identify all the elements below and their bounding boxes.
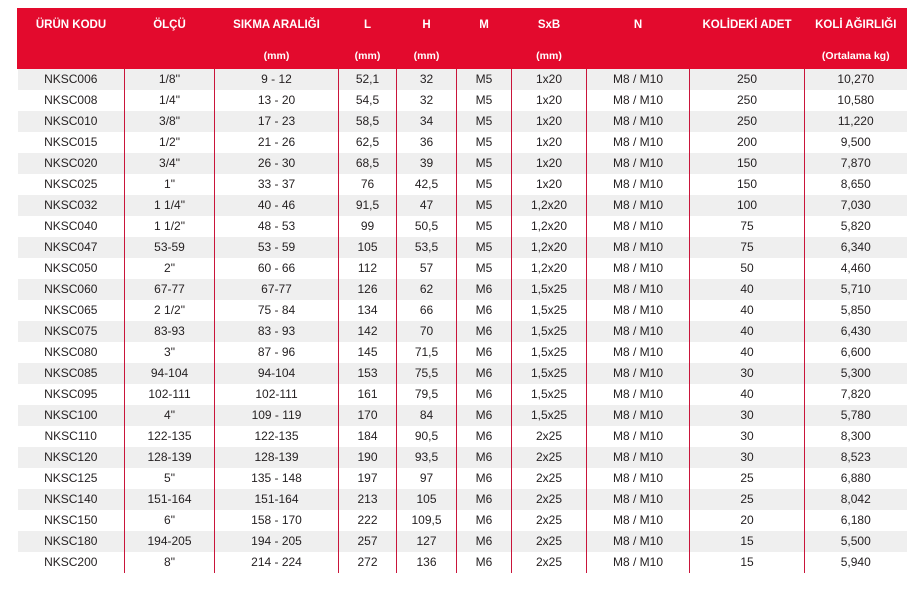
cell-col-h: 70	[397, 321, 457, 342]
cell-col-n: M8 / M10	[587, 90, 690, 111]
cell-col-product-code: NKSC065	[18, 300, 125, 321]
cell-col-sxb: 1x20	[512, 153, 587, 174]
cell-col-clamp-range: 151-164	[215, 489, 339, 510]
cell-col-box-weight: 5,780	[805, 405, 907, 426]
product-spec-table	[17, 8, 907, 573]
cell-col-size: 194-205	[125, 531, 215, 552]
cell-col-m: M6	[457, 384, 512, 405]
table-row	[18, 195, 907, 216]
cell-col-box-weight: 5,300	[805, 363, 907, 384]
table-row	[18, 90, 907, 111]
cell-col-box-weight: 5,500	[805, 531, 907, 552]
table-row	[18, 384, 907, 405]
cell-col-product-code: NKSC140	[18, 489, 125, 510]
cell-col-h: 71,5	[397, 342, 457, 363]
cell-col-n: M8 / M10	[587, 489, 690, 510]
cell-col-clamp-range: 17 - 23	[215, 111, 339, 132]
cell-col-product-code: NKSC095	[18, 384, 125, 405]
cell-col-h: 136	[397, 552, 457, 573]
cell-col-box-weight: 4,460	[805, 258, 907, 279]
cell-col-box-weight: 6,340	[805, 237, 907, 258]
cell-col-product-code: NKSC075	[18, 321, 125, 342]
cell-col-box-qty: 100	[690, 195, 805, 216]
cell-col-box-qty: 250	[690, 111, 805, 132]
cell-col-sxb: 1,5x25	[512, 363, 587, 384]
cell-col-clamp-range: 135 - 148	[215, 468, 339, 489]
cell-col-size: 6"	[125, 510, 215, 531]
header-unit-col-box-qty	[690, 42, 805, 69]
cell-col-box-qty: 150	[690, 153, 805, 174]
cell-col-h: 62	[397, 279, 457, 300]
cell-col-l: 142	[339, 321, 397, 342]
product-table-container	[17, 8, 906, 573]
cell-col-h: 66	[397, 300, 457, 321]
cell-col-box-qty: 30	[690, 426, 805, 447]
cell-col-l: 272	[339, 552, 397, 573]
cell-col-m: M6	[457, 531, 512, 552]
cell-col-m: M6	[457, 468, 512, 489]
cell-col-h: 109,5	[397, 510, 457, 531]
table-row	[18, 132, 907, 153]
cell-col-m: M6	[457, 489, 512, 510]
cell-col-box-weight: 8,523	[805, 447, 907, 468]
header-col-size: ÖLÇÜ	[125, 8, 215, 42]
table-header	[18, 8, 907, 69]
cell-col-clamp-range: 83 - 93	[215, 321, 339, 342]
cell-col-h: 97	[397, 468, 457, 489]
cell-col-product-code: NKSC120	[18, 447, 125, 468]
cell-col-product-code: NKSC100	[18, 405, 125, 426]
cell-col-clamp-range: 53 - 59	[215, 237, 339, 258]
cell-col-n: M8 / M10	[587, 468, 690, 489]
cell-col-h: 32	[397, 90, 457, 111]
cell-col-box-qty: 40	[690, 342, 805, 363]
cell-col-product-code: NKSC200	[18, 552, 125, 573]
cell-col-size: 67-77	[125, 279, 215, 300]
cell-col-product-code: NKSC080	[18, 342, 125, 363]
cell-col-size: 1"	[125, 174, 215, 195]
cell-col-sxb: 2x25	[512, 531, 587, 552]
cell-col-box-qty: 250	[690, 69, 805, 90]
cell-col-box-weight: 7,820	[805, 384, 907, 405]
cell-col-m: M6	[457, 426, 512, 447]
header-col-sxb: SxB	[512, 8, 587, 42]
table-row	[18, 300, 907, 321]
cell-col-h: 39	[397, 153, 457, 174]
cell-col-size: 1 1/2"	[125, 216, 215, 237]
cell-col-sxb: 1,2x20	[512, 216, 587, 237]
table-row	[18, 321, 907, 342]
header-col-n: N	[587, 8, 690, 42]
cell-col-sxb: 1,2x20	[512, 237, 587, 258]
table-row	[18, 468, 907, 489]
cell-col-clamp-range: 60 - 66	[215, 258, 339, 279]
cell-col-h: 90,5	[397, 426, 457, 447]
cell-col-h: 57	[397, 258, 457, 279]
cell-col-n: M8 / M10	[587, 405, 690, 426]
cell-col-box-qty: 30	[690, 447, 805, 468]
cell-col-n: M8 / M10	[587, 321, 690, 342]
cell-col-box-weight: 8,042	[805, 489, 907, 510]
cell-col-clamp-range: 13 - 20	[215, 90, 339, 111]
cell-col-h: 84	[397, 405, 457, 426]
table-row	[18, 342, 907, 363]
table-row	[18, 426, 907, 447]
cell-col-size: 2 1/2"	[125, 300, 215, 321]
header-unit-col-m	[457, 42, 512, 69]
cell-col-clamp-range: 158 - 170	[215, 510, 339, 531]
cell-col-sxb: 1,5x25	[512, 279, 587, 300]
cell-col-l: 190	[339, 447, 397, 468]
cell-col-sxb: 2x25	[512, 468, 587, 489]
cell-col-clamp-range: 67-77	[215, 279, 339, 300]
cell-col-box-weight: 7,030	[805, 195, 907, 216]
header-unit-col-n	[587, 42, 690, 69]
header-col-box-weight: KOLİ AĞIRLIĞI	[805, 8, 907, 42]
cell-col-m: M6	[457, 279, 512, 300]
cell-col-n: M8 / M10	[587, 363, 690, 384]
cell-col-box-weight: 6,600	[805, 342, 907, 363]
cell-col-box-qty: 200	[690, 132, 805, 153]
cell-col-product-code: NKSC125	[18, 468, 125, 489]
cell-col-h: 127	[397, 531, 457, 552]
cell-col-sxb: 1,5x25	[512, 405, 587, 426]
cell-col-l: 222	[339, 510, 397, 531]
cell-col-n: M8 / M10	[587, 510, 690, 531]
cell-col-box-qty: 30	[690, 363, 805, 384]
table-row	[18, 174, 907, 195]
table-body	[18, 69, 907, 573]
cell-col-l: 76	[339, 174, 397, 195]
cell-col-product-code: NKSC085	[18, 363, 125, 384]
cell-col-clamp-range: 75 - 84	[215, 300, 339, 321]
table-row	[18, 447, 907, 468]
cell-col-box-weight: 5,940	[805, 552, 907, 573]
header-unit-col-box-weight: (Ortalama kg)	[805, 42, 907, 69]
cell-col-box-weight: 8,300	[805, 426, 907, 447]
cell-col-box-qty: 40	[690, 384, 805, 405]
table-row	[18, 258, 907, 279]
cell-col-l: 68,5	[339, 153, 397, 174]
cell-col-box-qty: 15	[690, 552, 805, 573]
cell-col-m: M5	[457, 237, 512, 258]
header-col-m: M	[457, 8, 512, 42]
header-col-clamp-range: SIKMA ARALIĞI	[215, 8, 339, 42]
cell-col-size: 1/8''	[125, 69, 215, 90]
header-col-box-qty: KOLİDEKİ ADET	[690, 8, 805, 42]
cell-col-product-code: NKSC150	[18, 510, 125, 531]
cell-col-product-code: NKSC180	[18, 531, 125, 552]
cell-col-box-qty: 40	[690, 321, 805, 342]
cell-col-n: M8 / M10	[587, 195, 690, 216]
cell-col-clamp-range: 33 - 37	[215, 174, 339, 195]
cell-col-clamp-range: 102-111	[215, 384, 339, 405]
header-unit-col-sxb: (mm)	[512, 42, 587, 69]
cell-col-n: M8 / M10	[587, 111, 690, 132]
cell-col-product-code: NKSC047	[18, 237, 125, 258]
cell-col-n: M8 / M10	[587, 342, 690, 363]
cell-col-product-code: NKSC008	[18, 90, 125, 111]
table-row	[18, 279, 907, 300]
cell-col-clamp-range: 21 - 26	[215, 132, 339, 153]
cell-col-n: M8 / M10	[587, 447, 690, 468]
cell-col-box-qty: 40	[690, 279, 805, 300]
cell-col-size: 151-164	[125, 489, 215, 510]
cell-col-box-weight: 9,500	[805, 132, 907, 153]
cell-col-m: M5	[457, 216, 512, 237]
header-row-units	[18, 42, 907, 69]
cell-col-size: 4"	[125, 405, 215, 426]
cell-col-h: 36	[397, 132, 457, 153]
cell-col-n: M8 / M10	[587, 237, 690, 258]
cell-col-h: 42,5	[397, 174, 457, 195]
cell-col-sxb: 1,5x25	[512, 384, 587, 405]
cell-col-clamp-range: 128-139	[215, 447, 339, 468]
cell-col-h: 47	[397, 195, 457, 216]
header-row-titles	[18, 8, 907, 42]
cell-col-l: 145	[339, 342, 397, 363]
cell-col-clamp-range: 122-135	[215, 426, 339, 447]
cell-col-h: 53,5	[397, 237, 457, 258]
cell-col-box-qty: 250	[690, 90, 805, 111]
cell-col-sxb: 2x25	[512, 426, 587, 447]
cell-col-m: M6	[457, 510, 512, 531]
cell-col-box-weight: 11,220	[805, 111, 907, 132]
header-unit-col-clamp-range: (mm)	[215, 42, 339, 69]
cell-col-size: 3/8"	[125, 111, 215, 132]
cell-col-m: M6	[457, 552, 512, 573]
cell-col-box-weight: 10,580	[805, 90, 907, 111]
cell-col-m: M5	[457, 90, 512, 111]
table-row	[18, 69, 907, 90]
cell-col-n: M8 / M10	[587, 69, 690, 90]
cell-col-size: 83-93	[125, 321, 215, 342]
cell-col-sxb: 2x25	[512, 510, 587, 531]
cell-col-clamp-range: 109 - 119	[215, 405, 339, 426]
cell-col-size: 122-135	[125, 426, 215, 447]
cell-col-m: M6	[457, 447, 512, 468]
cell-col-size: 2"	[125, 258, 215, 279]
header-col-h: H	[397, 8, 457, 42]
cell-col-clamp-range: 9 - 12	[215, 69, 339, 90]
cell-col-sxb: 1,5x25	[512, 342, 587, 363]
cell-col-box-qty: 15	[690, 531, 805, 552]
cell-col-clamp-range: 48 - 53	[215, 216, 339, 237]
cell-col-l: 105	[339, 237, 397, 258]
cell-col-m: M5	[457, 69, 512, 90]
cell-col-n: M8 / M10	[587, 426, 690, 447]
cell-col-box-qty: 75	[690, 237, 805, 258]
cell-col-box-weight: 5,710	[805, 279, 907, 300]
cell-col-m: M6	[457, 363, 512, 384]
cell-col-box-qty: 40	[690, 300, 805, 321]
header-unit-col-h: (mm)	[397, 42, 457, 69]
cell-col-m: M5	[457, 174, 512, 195]
cell-col-n: M8 / M10	[587, 216, 690, 237]
cell-col-product-code: NKSC015	[18, 132, 125, 153]
cell-col-m: M6	[457, 300, 512, 321]
cell-col-box-qty: 50	[690, 258, 805, 279]
cell-col-l: 170	[339, 405, 397, 426]
cell-col-box-weight: 5,820	[805, 216, 907, 237]
cell-col-product-code: NKSC025	[18, 174, 125, 195]
cell-col-l: 52,1	[339, 69, 397, 90]
cell-col-clamp-range: 40 - 46	[215, 195, 339, 216]
cell-col-sxb: 1,5x25	[512, 321, 587, 342]
table-row	[18, 405, 907, 426]
cell-col-m: M5	[457, 195, 512, 216]
cell-col-l: 184	[339, 426, 397, 447]
cell-col-size: 3"	[125, 342, 215, 363]
cell-col-clamp-range: 26 - 30	[215, 153, 339, 174]
cell-col-box-weight: 6,880	[805, 468, 907, 489]
cell-col-size: 128-139	[125, 447, 215, 468]
cell-col-box-weight: 6,180	[805, 510, 907, 531]
cell-col-box-weight: 6,430	[805, 321, 907, 342]
cell-col-size: 1/2"	[125, 132, 215, 153]
cell-col-l: 126	[339, 279, 397, 300]
cell-col-n: M8 / M10	[587, 153, 690, 174]
cell-col-l: 54,5	[339, 90, 397, 111]
table-row	[18, 552, 907, 573]
cell-col-l: 112	[339, 258, 397, 279]
cell-col-box-weight: 10,270	[805, 69, 907, 90]
cell-col-n: M8 / M10	[587, 300, 690, 321]
cell-col-h: 93,5	[397, 447, 457, 468]
header-col-product-code: ÜRÜN KODU	[18, 8, 125, 42]
cell-col-size: 102-111	[125, 384, 215, 405]
cell-col-h: 79,5	[397, 384, 457, 405]
cell-col-l: 99	[339, 216, 397, 237]
cell-col-sxb: 2x25	[512, 489, 587, 510]
table-row	[18, 510, 907, 531]
cell-col-box-qty: 150	[690, 174, 805, 195]
cell-col-n: M8 / M10	[587, 174, 690, 195]
cell-col-l: 197	[339, 468, 397, 489]
cell-col-sxb: 1x20	[512, 132, 587, 153]
cell-col-l: 134	[339, 300, 397, 321]
cell-col-box-weight: 5,850	[805, 300, 907, 321]
cell-col-m: M5	[457, 111, 512, 132]
cell-col-h: 32	[397, 69, 457, 90]
cell-col-m: M6	[457, 342, 512, 363]
header-unit-col-l: (mm)	[339, 42, 397, 69]
cell-col-l: 91,5	[339, 195, 397, 216]
cell-col-product-code: NKSC010	[18, 111, 125, 132]
cell-col-size: 1/4"	[125, 90, 215, 111]
cell-col-size: 53-59	[125, 237, 215, 258]
cell-col-product-code: NKSC020	[18, 153, 125, 174]
cell-col-size: 8"	[125, 552, 215, 573]
cell-col-sxb: 1x20	[512, 174, 587, 195]
cell-col-m: M5	[457, 153, 512, 174]
cell-col-n: M8 / M10	[587, 132, 690, 153]
table-row	[18, 153, 907, 174]
table-row	[18, 531, 907, 552]
cell-col-box-qty: 25	[690, 489, 805, 510]
cell-col-n: M8 / M10	[587, 531, 690, 552]
cell-col-product-code: NKSC060	[18, 279, 125, 300]
cell-col-box-qty: 75	[690, 216, 805, 237]
cell-col-l: 257	[339, 531, 397, 552]
cell-col-l: 153	[339, 363, 397, 384]
cell-col-l: 213	[339, 489, 397, 510]
cell-col-clamp-range: 214 - 224	[215, 552, 339, 573]
table-row	[18, 216, 907, 237]
cell-col-n: M8 / M10	[587, 258, 690, 279]
table-row	[18, 237, 907, 258]
cell-col-sxb: 1,5x25	[512, 300, 587, 321]
cell-col-sxb: 1x20	[512, 90, 587, 111]
cell-col-size: 5"	[125, 468, 215, 489]
cell-col-sxb: 1,2x20	[512, 195, 587, 216]
cell-col-clamp-range: 87 - 96	[215, 342, 339, 363]
cell-col-l: 161	[339, 384, 397, 405]
cell-col-h: 50,5	[397, 216, 457, 237]
cell-col-l: 62,5	[339, 132, 397, 153]
cell-col-m: M5	[457, 258, 512, 279]
cell-col-box-qty: 20	[690, 510, 805, 531]
cell-col-h: 105	[397, 489, 457, 510]
cell-col-sxb: 2x25	[512, 447, 587, 468]
cell-col-n: M8 / M10	[587, 552, 690, 573]
table-row	[18, 489, 907, 510]
cell-col-n: M8 / M10	[587, 384, 690, 405]
cell-col-l: 58,5	[339, 111, 397, 132]
cell-col-sxb: 1,2x20	[512, 258, 587, 279]
cell-col-box-qty: 25	[690, 468, 805, 489]
cell-col-size: 94-104	[125, 363, 215, 384]
cell-col-product-code: NKSC110	[18, 426, 125, 447]
cell-col-n: M8 / M10	[587, 279, 690, 300]
header-unit-col-size	[125, 42, 215, 69]
header-unit-col-product-code	[18, 42, 125, 69]
cell-col-m: M6	[457, 405, 512, 426]
cell-col-clamp-range: 94-104	[215, 363, 339, 384]
cell-col-box-weight: 7,870	[805, 153, 907, 174]
cell-col-size: 1 1/4"	[125, 195, 215, 216]
cell-col-m: M6	[457, 321, 512, 342]
cell-col-sxb: 1x20	[512, 69, 587, 90]
cell-col-h: 34	[397, 111, 457, 132]
table-row	[18, 363, 907, 384]
cell-col-product-code: NKSC032	[18, 195, 125, 216]
cell-col-product-code: NKSC006	[18, 69, 125, 90]
cell-col-size: 3/4"	[125, 153, 215, 174]
cell-col-product-code: NKSC040	[18, 216, 125, 237]
cell-col-clamp-range: 194 - 205	[215, 531, 339, 552]
cell-col-sxb: 2x25	[512, 552, 587, 573]
cell-col-box-weight: 8,650	[805, 174, 907, 195]
cell-col-product-code: NKSC050	[18, 258, 125, 279]
cell-col-h: 75,5	[397, 363, 457, 384]
table-row	[18, 111, 907, 132]
cell-col-m: M5	[457, 132, 512, 153]
cell-col-sxb: 1x20	[512, 111, 587, 132]
cell-col-box-qty: 30	[690, 405, 805, 426]
header-col-l: L	[339, 8, 397, 42]
